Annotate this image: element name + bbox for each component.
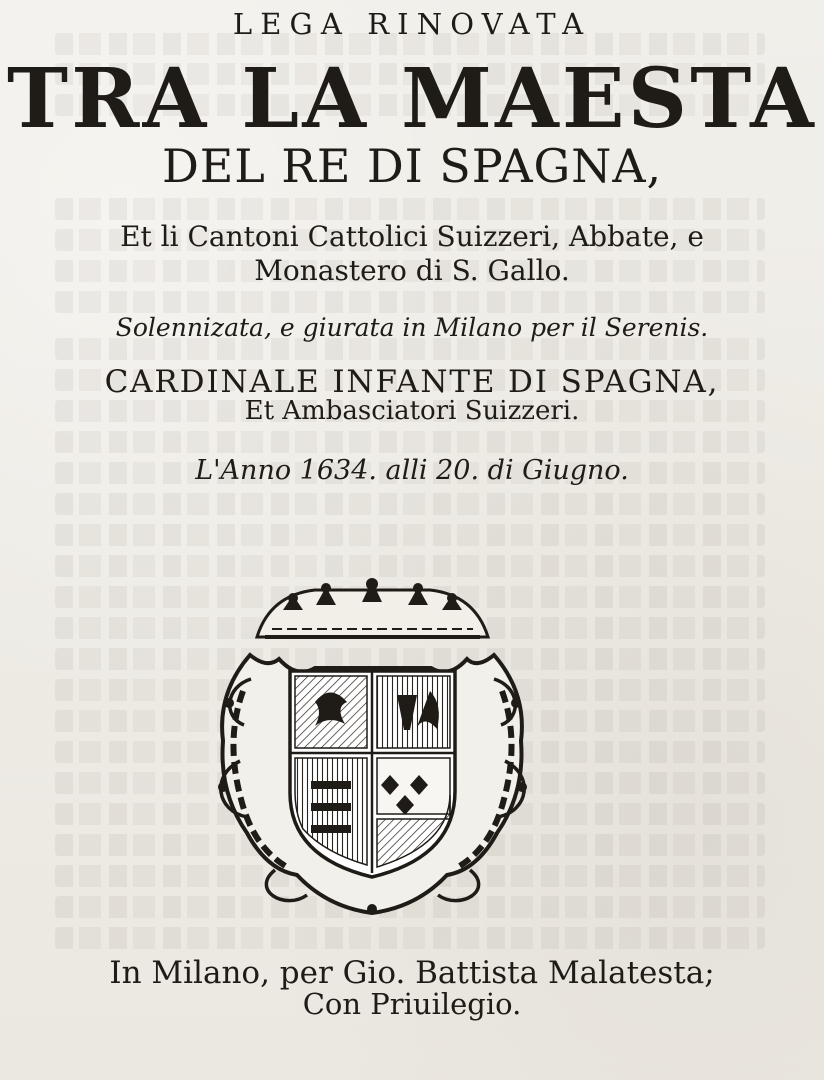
date-line: L'Anno 1634. alli 20. di Giugno. [195, 455, 629, 486]
parties-line-1: Et li Cantoni Cattolici Suizzeri, Abbate, e [120, 220, 704, 253]
crown-icon [257, 578, 488, 637]
solemnized-line: Solennizata, e giurata in Milano per il Serenis. [115, 313, 709, 342]
title-subtitle: DEL RE DI SPAGNA, [161, 139, 663, 193]
ambassadors-line: Et Ambasciatori Suizzeri. [244, 396, 580, 426]
imprint-line-2: Con Priuilegio. [302, 987, 522, 1021]
title-main: TRA LA MAESTA [6, 51, 818, 147]
parties-line-2: Monastero di S. Gallo. [254, 254, 570, 287]
cardinal-line: CARDINALE INFANTE DI SPAGNA, [104, 364, 720, 400]
coat-of-arms-icon [205, 575, 540, 920]
imprint-line-1: In Milano, per Gio. Battista Malatesta; [109, 955, 715, 991]
title-kicker: LEGA RINOVATA [232, 7, 592, 41]
